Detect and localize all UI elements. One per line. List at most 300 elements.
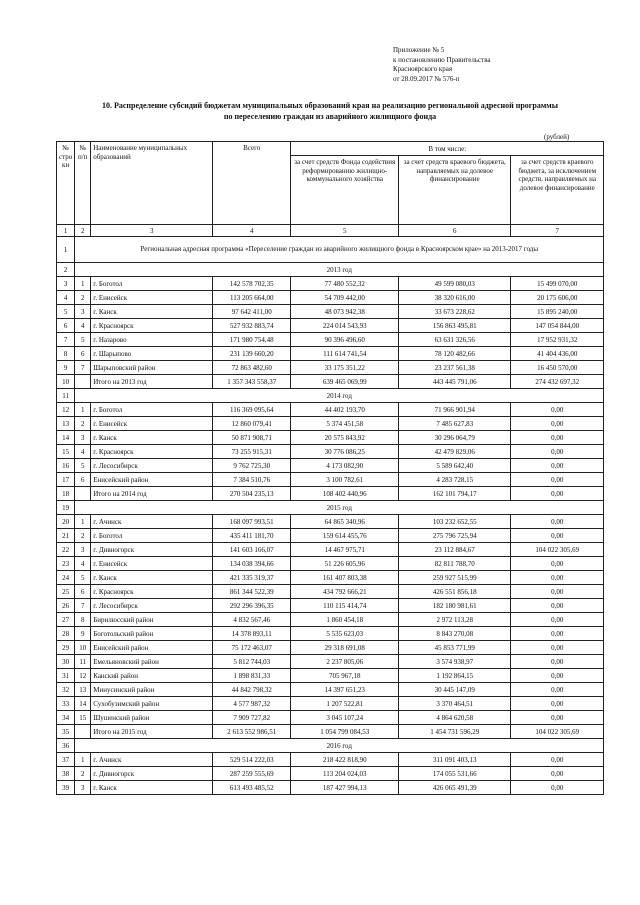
municipality-name: г. Боготол xyxy=(91,529,213,543)
header-fund: за счет средств Фонда содействия реформированию жилищно-коммунального хозяйства xyxy=(291,156,399,225)
table-row xyxy=(57,431,604,445)
municipality-name: Енисейский район xyxy=(91,641,213,655)
region-excl-amount: 0,00 xyxy=(511,627,604,641)
row-number: 13 xyxy=(57,417,75,431)
fund-amount: 159 614 455,76 xyxy=(291,529,399,543)
region-excl-amount: 0,00 xyxy=(511,683,604,697)
year-row xyxy=(57,389,604,403)
total-amount: 168 097 993,51 xyxy=(213,515,291,529)
item-number: 15 xyxy=(75,711,91,725)
fund-amount: 1 860 454,18 xyxy=(291,613,399,627)
region-amount: 174 055 531,66 xyxy=(399,767,511,781)
row-number: 7 xyxy=(57,333,75,347)
region-excl-amount: 0,00 xyxy=(511,697,604,711)
region-amount: 443 445 791,06 xyxy=(399,375,511,389)
region-amount: 182 180 981,61 xyxy=(399,599,511,613)
header-item-number: № п/п xyxy=(75,142,91,225)
table-row xyxy=(57,473,604,487)
fund-amount: 77 480 552,32 xyxy=(291,277,399,291)
column-index: 7 xyxy=(511,225,604,237)
municipality-name: г. Енисейск xyxy=(91,557,213,571)
fund-amount: 1 207 522,81 xyxy=(291,697,399,711)
row-number: 2 xyxy=(57,263,75,277)
total-amount: 97 642 411,00 xyxy=(213,305,291,319)
total-amount: 9 762 725,30 xyxy=(213,459,291,473)
row-number: 33 xyxy=(57,697,75,711)
program-title: Региональная адресная программа «Переселение граждан из аварийного жилищного фонда в Красноярском крае» на 2013-2017 годы xyxy=(75,237,604,263)
table-row xyxy=(57,333,604,347)
row-number: 12 xyxy=(57,403,75,417)
region-amount: 1 192 864,15 xyxy=(399,669,511,683)
region-amount: 45 853 771,99 xyxy=(399,641,511,655)
fund-amount: 1 054 799 084,53 xyxy=(291,725,399,739)
table-row xyxy=(57,305,604,319)
total-amount: 7 909 727,82 xyxy=(213,711,291,725)
region-excl-amount: 0,00 xyxy=(511,515,604,529)
total-amount: 270 504 235,13 xyxy=(213,487,291,501)
municipality-name: Бирилюсский район xyxy=(91,613,213,627)
item-number: 1 xyxy=(75,515,91,529)
region-excl-amount: 0,00 xyxy=(511,711,604,725)
total-amount: 5 812 744,03 xyxy=(213,655,291,669)
total-amount: 287 259 555,69 xyxy=(213,767,291,781)
item-number: 3 xyxy=(75,431,91,445)
row-number: 18 xyxy=(57,487,75,501)
row-number: 3 xyxy=(57,277,75,291)
header-row xyxy=(57,142,604,156)
row-number: 37 xyxy=(57,753,75,767)
table-row xyxy=(57,627,604,641)
region-excl-amount: 0,00 xyxy=(511,557,604,571)
item-number: 5 xyxy=(75,333,91,347)
total-amount: 44 842 798,32 xyxy=(213,683,291,697)
column-index: 4 xyxy=(213,225,291,237)
row-number: 17 xyxy=(57,473,75,487)
municipality-name: Боготольский район xyxy=(91,627,213,641)
total-amount: 14 378 893,11 xyxy=(213,627,291,641)
fund-amount: 110 115 414,74 xyxy=(291,599,399,613)
row-number: 27 xyxy=(57,613,75,627)
table-row xyxy=(57,417,604,431)
row-number: 34 xyxy=(57,711,75,725)
municipality-name: г. Красноярск xyxy=(91,445,213,459)
total-amount: 7 384 510,76 xyxy=(213,473,291,487)
fund-amount: 2 237 805,06 xyxy=(291,655,399,669)
region-excl-amount: 0,00 xyxy=(511,445,604,459)
region-amount: 82 811 788,70 xyxy=(399,557,511,571)
region-excl-amount: 104 022 305,69 xyxy=(511,543,604,557)
total-amount: 861 344 522,39 xyxy=(213,585,291,599)
empty-cell xyxy=(75,487,91,501)
fund-amount: 51 226 605,96 xyxy=(291,557,399,571)
fund-amount: 3 045 107,24 xyxy=(291,711,399,725)
column-index: 2 xyxy=(75,225,91,237)
fund-amount: 224 014 543,93 xyxy=(291,319,399,333)
item-number: 5 xyxy=(75,571,91,585)
row-number: 38 xyxy=(57,767,75,781)
region-excl-amount: 0,00 xyxy=(511,669,604,683)
appendix-line: Красноярского края xyxy=(393,65,453,73)
row-number: 8 xyxy=(57,347,75,361)
municipality-name: г. Красноярск xyxy=(91,319,213,333)
year-label: 2014 год xyxy=(75,389,604,403)
year-row xyxy=(57,263,604,277)
municipality-name: г. Дивногорск xyxy=(91,543,213,557)
subsidy-table xyxy=(56,141,604,795)
region-excl-amount: 0,00 xyxy=(511,599,604,613)
row-number: 10 xyxy=(57,375,75,389)
total-amount: 1 357 343 558,37 xyxy=(213,375,291,389)
item-number: 12 xyxy=(75,669,91,683)
region-excl-amount: 0,00 xyxy=(511,417,604,431)
fund-amount: 108 402 440,96 xyxy=(291,487,399,501)
item-number: 4 xyxy=(75,445,91,459)
item-number: 7 xyxy=(75,361,91,375)
fund-amount: 187 427 994,13 xyxy=(291,781,399,795)
region-excl-amount: 0,00 xyxy=(511,613,604,627)
region-amount: 42 479 829,06 xyxy=(399,445,511,459)
year-row xyxy=(57,501,604,515)
table-row xyxy=(57,599,604,613)
header-region-share: за счет средств краевого бюджета, направляемых на долевое финансирование xyxy=(399,156,511,225)
header-including: В том числе: xyxy=(291,142,604,156)
total-row xyxy=(57,375,604,389)
table-row xyxy=(57,697,604,711)
total-amount: 141 603 166,07 xyxy=(213,543,291,557)
item-number: 1 xyxy=(75,753,91,767)
region-excl-amount: 104 022 305,69 xyxy=(511,725,604,739)
table-row xyxy=(57,585,604,599)
region-excl-amount: 15 895 240,00 xyxy=(511,305,604,319)
region-amount: 7 485 627,83 xyxy=(399,417,511,431)
appendix-note xyxy=(393,46,491,84)
row-number: 4 xyxy=(57,291,75,305)
fund-amount: 20 575 843,92 xyxy=(291,431,399,445)
item-number: 14 xyxy=(75,697,91,711)
municipality-name: г. Ачинск xyxy=(91,753,213,767)
region-amount: 30 445 147,09 xyxy=(399,683,511,697)
item-number: 3 xyxy=(75,305,91,319)
municipality-name: г. Канск xyxy=(91,305,213,319)
fund-amount: 14 467 975,71 xyxy=(291,543,399,557)
region-excl-amount: 147 054 844,00 xyxy=(511,319,604,333)
municipality-name: Енисейский район xyxy=(91,473,213,487)
table-row xyxy=(57,641,604,655)
column-index: 5 xyxy=(291,225,399,237)
appendix-line: от 28.09.2017 № 576-п xyxy=(393,74,460,83)
column-index: 1 xyxy=(57,225,75,237)
region-excl-amount: 0,00 xyxy=(511,641,604,655)
row-number: 5 xyxy=(57,305,75,319)
item-number: 3 xyxy=(75,543,91,557)
region-excl-amount: 41 404 436,00 xyxy=(511,347,604,361)
table-row xyxy=(57,361,604,375)
fund-amount: 29 318 691,08 xyxy=(291,641,399,655)
total-amount: 231 139 660,20 xyxy=(213,347,291,361)
fund-amount: 14 397 651,23 xyxy=(291,683,399,697)
total-amount: 113 205 664,00 xyxy=(213,291,291,305)
row-number: 39 xyxy=(57,781,75,795)
municipality-name: Сухобузимский район xyxy=(91,697,213,711)
item-number: 4 xyxy=(75,319,91,333)
region-excl-amount: 0,00 xyxy=(511,431,604,445)
municipality-name: Шушенский район xyxy=(91,711,213,725)
fund-amount: 30 776 086,25 xyxy=(291,445,399,459)
item-number: 6 xyxy=(75,473,91,487)
municipality-name: г. Канск xyxy=(91,431,213,445)
region-excl-amount: 0,00 xyxy=(511,655,604,669)
table-row xyxy=(57,445,604,459)
total-amount: 75 172 463,07 xyxy=(213,641,291,655)
total-amount: 527 932 883,74 xyxy=(213,319,291,333)
header-municipality: Наименование муниципальных образований xyxy=(91,142,213,225)
region-excl-amount: 0,00 xyxy=(511,767,604,781)
item-number: 5 xyxy=(75,459,91,473)
region-amount: 103 232 652,55 xyxy=(399,515,511,529)
heading-line-2: по переселению граждан из аварийного жилищного фонда xyxy=(223,112,437,121)
fund-amount: 33 175 351,22 xyxy=(291,361,399,375)
fund-amount: 218 422 818,90 xyxy=(291,753,399,767)
row-number: 24 xyxy=(57,571,75,585)
region-amount: 5 589 642,40 xyxy=(399,459,511,473)
municipality-name: Минусинский район xyxy=(91,683,213,697)
region-amount: 8 843 270,08 xyxy=(399,627,511,641)
row-number: 26 xyxy=(57,599,75,613)
region-excl-amount: 17 952 931,32 xyxy=(511,333,604,347)
item-number: 3 xyxy=(75,781,91,795)
row-number: 6 xyxy=(57,319,75,333)
table-row xyxy=(57,669,604,683)
region-amount: 311 091 403,13 xyxy=(399,753,511,767)
item-number: 4 xyxy=(75,557,91,571)
header-row-number: № стро ки xyxy=(57,142,75,225)
row-number: 31 xyxy=(57,669,75,683)
column-index: 3 xyxy=(91,225,213,237)
total-amount: 4 577 987,32 xyxy=(213,697,291,711)
total-amount: 292 296 396,35 xyxy=(213,599,291,613)
table-row xyxy=(57,543,604,557)
region-amount: 71 966 901,94 xyxy=(399,403,511,417)
fund-amount: 113 204 024,03 xyxy=(291,767,399,781)
total-label: Итого на 2015 год xyxy=(91,725,213,739)
item-number: 2 xyxy=(75,767,91,781)
total-amount: 12 860 079,41 xyxy=(213,417,291,431)
region-excl-amount: 0,00 xyxy=(511,403,604,417)
fund-amount: 64 865 340,96 xyxy=(291,515,399,529)
total-row xyxy=(57,725,604,739)
appendix-line: Приложение № 5 xyxy=(393,46,445,54)
item-number: 2 xyxy=(75,291,91,305)
row-number: 29 xyxy=(57,641,75,655)
table-row xyxy=(57,711,604,725)
total-amount: 73 255 915,31 xyxy=(213,445,291,459)
region-amount: 78 120 482,66 xyxy=(399,347,511,361)
region-amount: 63 631 326,56 xyxy=(399,333,511,347)
municipality-name: г. Красноярск xyxy=(91,585,213,599)
total-amount: 72 863 482,60 xyxy=(213,361,291,375)
region-excl-amount: 0,00 xyxy=(511,487,604,501)
row-number: 1 xyxy=(57,237,75,263)
item-number: 1 xyxy=(75,403,91,417)
region-excl-amount: 0,00 xyxy=(511,529,604,543)
region-excl-amount: 20 175 606,00 xyxy=(511,291,604,305)
year-label: 2016 год xyxy=(75,739,604,753)
region-excl-amount: 0,00 xyxy=(511,459,604,473)
fund-amount: 90 396 496,60 xyxy=(291,333,399,347)
region-amount: 275 796 725,94 xyxy=(399,529,511,543)
item-number: 1 xyxy=(75,277,91,291)
total-amount: 171 980 754,48 xyxy=(213,333,291,347)
total-label: Итого на 2014 год xyxy=(91,487,213,501)
region-amount: 426 551 856,18 xyxy=(399,585,511,599)
header-region-excl: за счет средств краевого бюджета, за исключением средств, направляемых на долевое финансирование xyxy=(511,156,604,225)
fund-amount: 5 535 623,03 xyxy=(291,627,399,641)
total-row xyxy=(57,487,604,501)
region-amount: 3 574 938,97 xyxy=(399,655,511,669)
row-number: 28 xyxy=(57,627,75,641)
table-row xyxy=(57,655,604,669)
fund-amount: 3 100 782,61 xyxy=(291,473,399,487)
item-number: 9 xyxy=(75,627,91,641)
row-number: 35 xyxy=(57,725,75,739)
fund-amount: 44 402 193,70 xyxy=(291,403,399,417)
municipality-name: Емельяновский район xyxy=(91,655,213,669)
region-amount: 3 370 464,51 xyxy=(399,697,511,711)
total-label: Итого на 2013 год xyxy=(91,375,213,389)
table-row xyxy=(57,403,604,417)
region-excl-amount: 0,00 xyxy=(511,753,604,767)
total-amount: 116 369 095,64 xyxy=(213,403,291,417)
row-number: 15 xyxy=(57,445,75,459)
region-excl-amount: 0,00 xyxy=(511,571,604,585)
header-total: Всего xyxy=(213,142,291,225)
total-amount: 2 613 552 986,51 xyxy=(213,725,291,739)
year-label: 2015 год xyxy=(75,501,604,515)
document-heading xyxy=(60,100,600,122)
row-number: 36 xyxy=(57,739,75,753)
municipality-name: г. Лесосибирск xyxy=(91,599,213,613)
total-amount: 1 898 831,33 xyxy=(213,669,291,683)
fund-amount: 4 173 082,90 xyxy=(291,459,399,473)
item-number: 10 xyxy=(75,641,91,655)
municipality-name: г. Енисейск xyxy=(91,291,213,305)
municipality-name: Канский район xyxy=(91,669,213,683)
row-number: 19 xyxy=(57,501,75,515)
fund-amount: 161 407 803,38 xyxy=(291,571,399,585)
table-row xyxy=(57,459,604,473)
table-row xyxy=(57,319,604,333)
empty-cell xyxy=(75,375,91,389)
column-index-row xyxy=(57,225,604,237)
column-index: 6 xyxy=(399,225,511,237)
total-amount: 142 578 702,35 xyxy=(213,277,291,291)
item-number: 11 xyxy=(75,655,91,669)
program-row xyxy=(57,237,604,263)
appendix-line: к постановлению Правительства xyxy=(393,55,491,64)
table-row xyxy=(57,767,604,781)
table-row xyxy=(57,347,604,361)
region-amount: 162 101 794,17 xyxy=(399,487,511,501)
row-number: 20 xyxy=(57,515,75,529)
empty-cell xyxy=(75,725,91,739)
region-amount: 38 320 616,00 xyxy=(399,291,511,305)
fund-amount: 54 709 442,00 xyxy=(291,291,399,305)
table-row xyxy=(57,781,604,795)
municipality-name: г. Назарово xyxy=(91,333,213,347)
year-label: 2013 год xyxy=(75,263,604,277)
region-amount: 23 112 884,67 xyxy=(399,543,511,557)
total-amount: 421 335 319,37 xyxy=(213,571,291,585)
region-amount: 1 454 731 596,29 xyxy=(399,725,511,739)
municipality-name: г. Боготол xyxy=(91,403,213,417)
municipality-name: г. Лесосибирск xyxy=(91,459,213,473)
table-row xyxy=(57,683,604,697)
table-row xyxy=(57,277,604,291)
item-number: 6 xyxy=(75,347,91,361)
total-amount: 529 514 222,03 xyxy=(213,753,291,767)
region-excl-amount: 0,00 xyxy=(511,585,604,599)
row-number: 30 xyxy=(57,655,75,669)
row-number: 22 xyxy=(57,543,75,557)
municipality-name: г. Енисейск xyxy=(91,417,213,431)
row-number: 9 xyxy=(57,361,75,375)
region-amount: 156 863 495,81 xyxy=(399,319,511,333)
table-row xyxy=(57,291,604,305)
region-excl-amount: 15 499 070,00 xyxy=(511,277,604,291)
region-amount: 33 673 228,62 xyxy=(399,305,511,319)
total-amount: 4 832 567,46 xyxy=(213,613,291,627)
total-amount: 613 493 485,52 xyxy=(213,781,291,795)
fund-amount: 48 073 942,38 xyxy=(291,305,399,319)
region-excl-amount: 0,00 xyxy=(511,473,604,487)
unit-label: (рублей) xyxy=(544,133,570,141)
table-row xyxy=(57,515,604,529)
item-number: 13 xyxy=(75,683,91,697)
region-amount: 49 599 080,03 xyxy=(399,277,511,291)
region-excl-amount: 274 432 697,32 xyxy=(511,375,604,389)
table-row xyxy=(57,529,604,543)
municipality-name: г. Шарыпово xyxy=(91,347,213,361)
region-amount: 259 927 515,99 xyxy=(399,571,511,585)
total-amount: 50 871 908,71 xyxy=(213,431,291,445)
heading-line-1: 10. Распределение субсидий бюджетам муниципальных образований края на реализацию региональной адресной программы xyxy=(101,101,558,110)
row-number: 21 xyxy=(57,529,75,543)
region-amount: 4 283 728,15 xyxy=(399,473,511,487)
table-row xyxy=(57,557,604,571)
year-row xyxy=(57,739,604,753)
municipality-name: Шарыповский район xyxy=(91,361,213,375)
row-number: 32 xyxy=(57,683,75,697)
table-row xyxy=(57,753,604,767)
municipality-name: г. Дивногорск xyxy=(91,767,213,781)
fund-amount: 705 967,18 xyxy=(291,669,399,683)
total-amount: 134 038 394,66 xyxy=(213,557,291,571)
item-number: 8 xyxy=(75,613,91,627)
municipality-name: г. Канск xyxy=(91,571,213,585)
fund-amount: 5 374 451,58 xyxy=(291,417,399,431)
item-number: 2 xyxy=(75,417,91,431)
table-row xyxy=(57,613,604,627)
region-amount: 23 237 561,38 xyxy=(399,361,511,375)
region-amount: 426 065 491,39 xyxy=(399,781,511,795)
item-number: 6 xyxy=(75,585,91,599)
region-amount: 4 864 620,58 xyxy=(399,711,511,725)
region-excl-amount: 16 450 570,00 xyxy=(511,361,604,375)
fund-amount: 639 465 069,99 xyxy=(291,375,399,389)
row-number: 14 xyxy=(57,431,75,445)
item-number: 2 xyxy=(75,529,91,543)
fund-amount: 434 792 666,21 xyxy=(291,585,399,599)
